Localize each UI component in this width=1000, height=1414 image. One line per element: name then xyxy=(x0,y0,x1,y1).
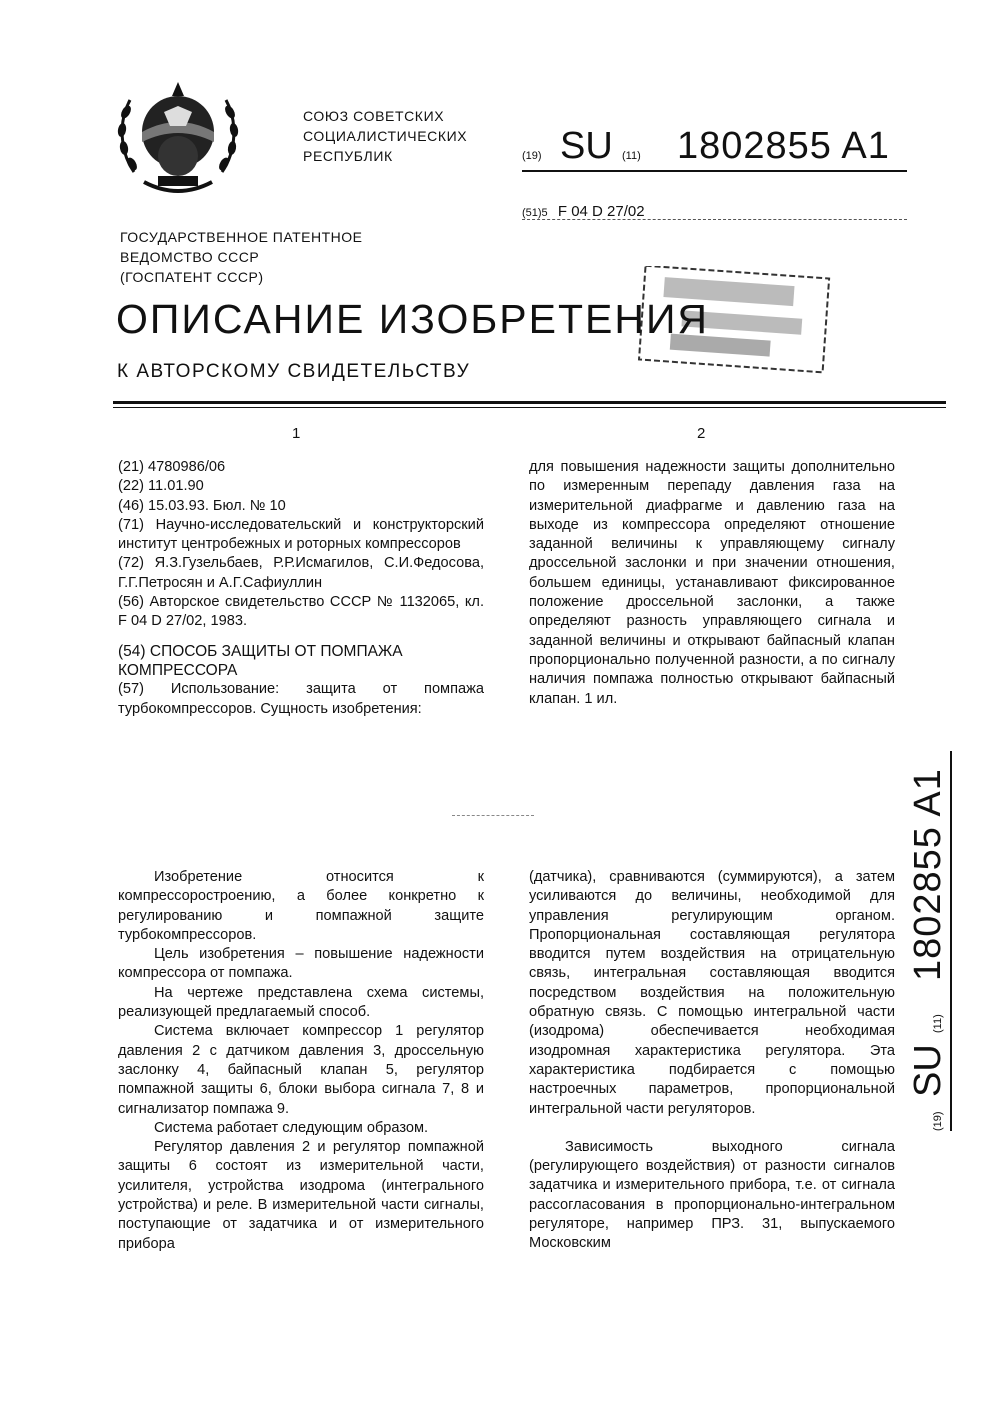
paragraph: Регулятор давления 2 и регулятор помпажной защиты 6 состоят из измерительной части, усилителя, устройства изодрома (интегрального устройства) и реле. В измерительной части сигналы, поступающие от задатчика и от измерительного прибора xyxy=(118,1139,484,1252)
body-text-left xyxy=(118,868,484,1254)
publication-number-block xyxy=(522,126,907,172)
paragraph: На чертеже представлена схема системы, реализующей предлагаемый способ. xyxy=(118,984,484,1021)
header-rule-thin xyxy=(113,407,946,408)
code-19: (19) xyxy=(522,150,542,162)
header-rule xyxy=(113,401,946,404)
paragraph: Система работает следующим образом. xyxy=(154,1119,429,1136)
side-publication-number-text: 1802855 A1 xyxy=(907,768,949,981)
column-number-left: 1 xyxy=(292,425,301,442)
side-country-code: SU xyxy=(907,1044,949,1097)
side-code-19: (19) xyxy=(932,1111,944,1131)
code-11: (11) xyxy=(622,150,641,162)
ipc-prefix: (51)5 xyxy=(522,207,548,219)
body-text-right xyxy=(529,868,895,1254)
paragraph: (датчика), сравниваются (суммируются), а затем усиливаются до величины, необходимой для управления регулирующим органом. Пропорциональная составляющая регулятора вводится путем воздействия на отрицательную связь, интегральная составляющая вводится посредством воздействия на положительную обратную связь. С помощью интегральной части (изодрома) обеспечивается необходимая изодромная характеристика регулятора. Эта характеристика подбирается с помощью настроечных параметров, пропорциональной интегральной части регуляторов. xyxy=(529,869,895,1117)
country-line: СОЦИАЛИСТИЧЕСКИХ xyxy=(303,128,468,144)
side-code-11: (11) xyxy=(932,1014,944,1033)
column-number-right: 2 xyxy=(697,425,706,442)
country-name xyxy=(303,106,467,166)
publication-number: 1802855 A1 xyxy=(677,125,890,167)
abstract-continuation: для повышения надежности защиты дополнительно по измеренным перепаду давления газа на измерительной диафрагме и давлению газа на выходе из компрессора определяют отношение заданной величины к управляющему сигналу дроссельной заслонки и при значении отношения, большем единицы, устанавливают фиксированное положение дроссельной заслонки, а также определяют разность управляющего сигнала и заданной величины и открывают байпасный клапан пропорционально полученной разности, а по сигналу наличия помпажа полностью открывают байпасный клапан. 1 ил. xyxy=(529,459,895,707)
paragraph: Цель изобретения – повышение надежности компрессора от помпажа. xyxy=(118,946,484,982)
section-divider xyxy=(452,815,534,817)
paragraph: Зависимость выходного сигнала (регулирующего воздействия) от разности сигналов задатчика и измерительного прибора, т.е. от сигнала рассогласования в пропорционально-интегральном регуляторе, например ПРЗ. 31, выпускаемого Московским xyxy=(529,1138,895,1252)
invention-title: (54) СПОСОБ ЗАЩИТЫ ОТ ПОМПАЖА КОМПРЕССОРА xyxy=(118,642,403,679)
document-subtitle: К АВТОРСКОМУ СВИДЕТЕЛЬСТВУ xyxy=(117,361,471,382)
bib-item: (21) 4780986/06 xyxy=(118,459,226,475)
bib-item: (22) 11.01.90 xyxy=(118,478,204,495)
side-publication-number xyxy=(908,751,950,1131)
bibliographic-data xyxy=(118,458,484,719)
bib-item: (71) Научно-исследовательский и конструкторский институт центробежных и роторных компрессоров xyxy=(118,516,484,553)
abstract-start: (57) Использование: защита от помпажа турбокомпрессоров. Сущность изобретения: xyxy=(118,681,484,717)
bib-item: (72) Я.З.Гузельбаев, Р.Р.Исмагилов, С.И.Федосова, Г.Г.Петросян и А.Г.Сафиуллин xyxy=(118,555,484,591)
ipc-code: F 04 D 27/02 xyxy=(557,203,645,220)
country-code: SU xyxy=(560,125,613,167)
office-line: (ГОСПАТЕНТ СССР) xyxy=(120,269,264,285)
bib-item: (46) 15.03.93. Бюл. № 10 xyxy=(118,497,286,514)
office-line: ВЕДОМСТВО СССР xyxy=(120,249,260,265)
document-title: ОПИСАНИЕ ИЗОБРЕТЕНИЯ xyxy=(116,296,710,342)
country-line: РЕСПУБЛИК xyxy=(303,148,393,164)
office-line: ГОСУДАРСТВЕННОЕ ПАТЕНТНОЕ xyxy=(120,229,363,245)
ipc-classification xyxy=(522,203,907,220)
country-line: СОЮЗ СОВЕТСКИХ xyxy=(303,108,445,124)
paragraph: Система включает компрессор 1 регулятор давления 2 с датчиком давления 3, дроссельную заслонку 4, байпасный клапан 5, регулятор помпажной защиты 6, блоки выбора сигнала 7, 8 и сигнализатор помпажа 9. xyxy=(118,1023,484,1117)
paragraph: Изобретение относится к компрессоростроению, а более конкретно к регулированию и помпажной защите турбокомпрессоров. xyxy=(118,869,484,943)
state-emblem-icon xyxy=(112,72,244,204)
patent-office xyxy=(120,227,363,287)
bib-item: (56) Авторское свидетельство СССР № 1132065, кл. F 04 D 27/02, 1983. xyxy=(118,594,484,630)
